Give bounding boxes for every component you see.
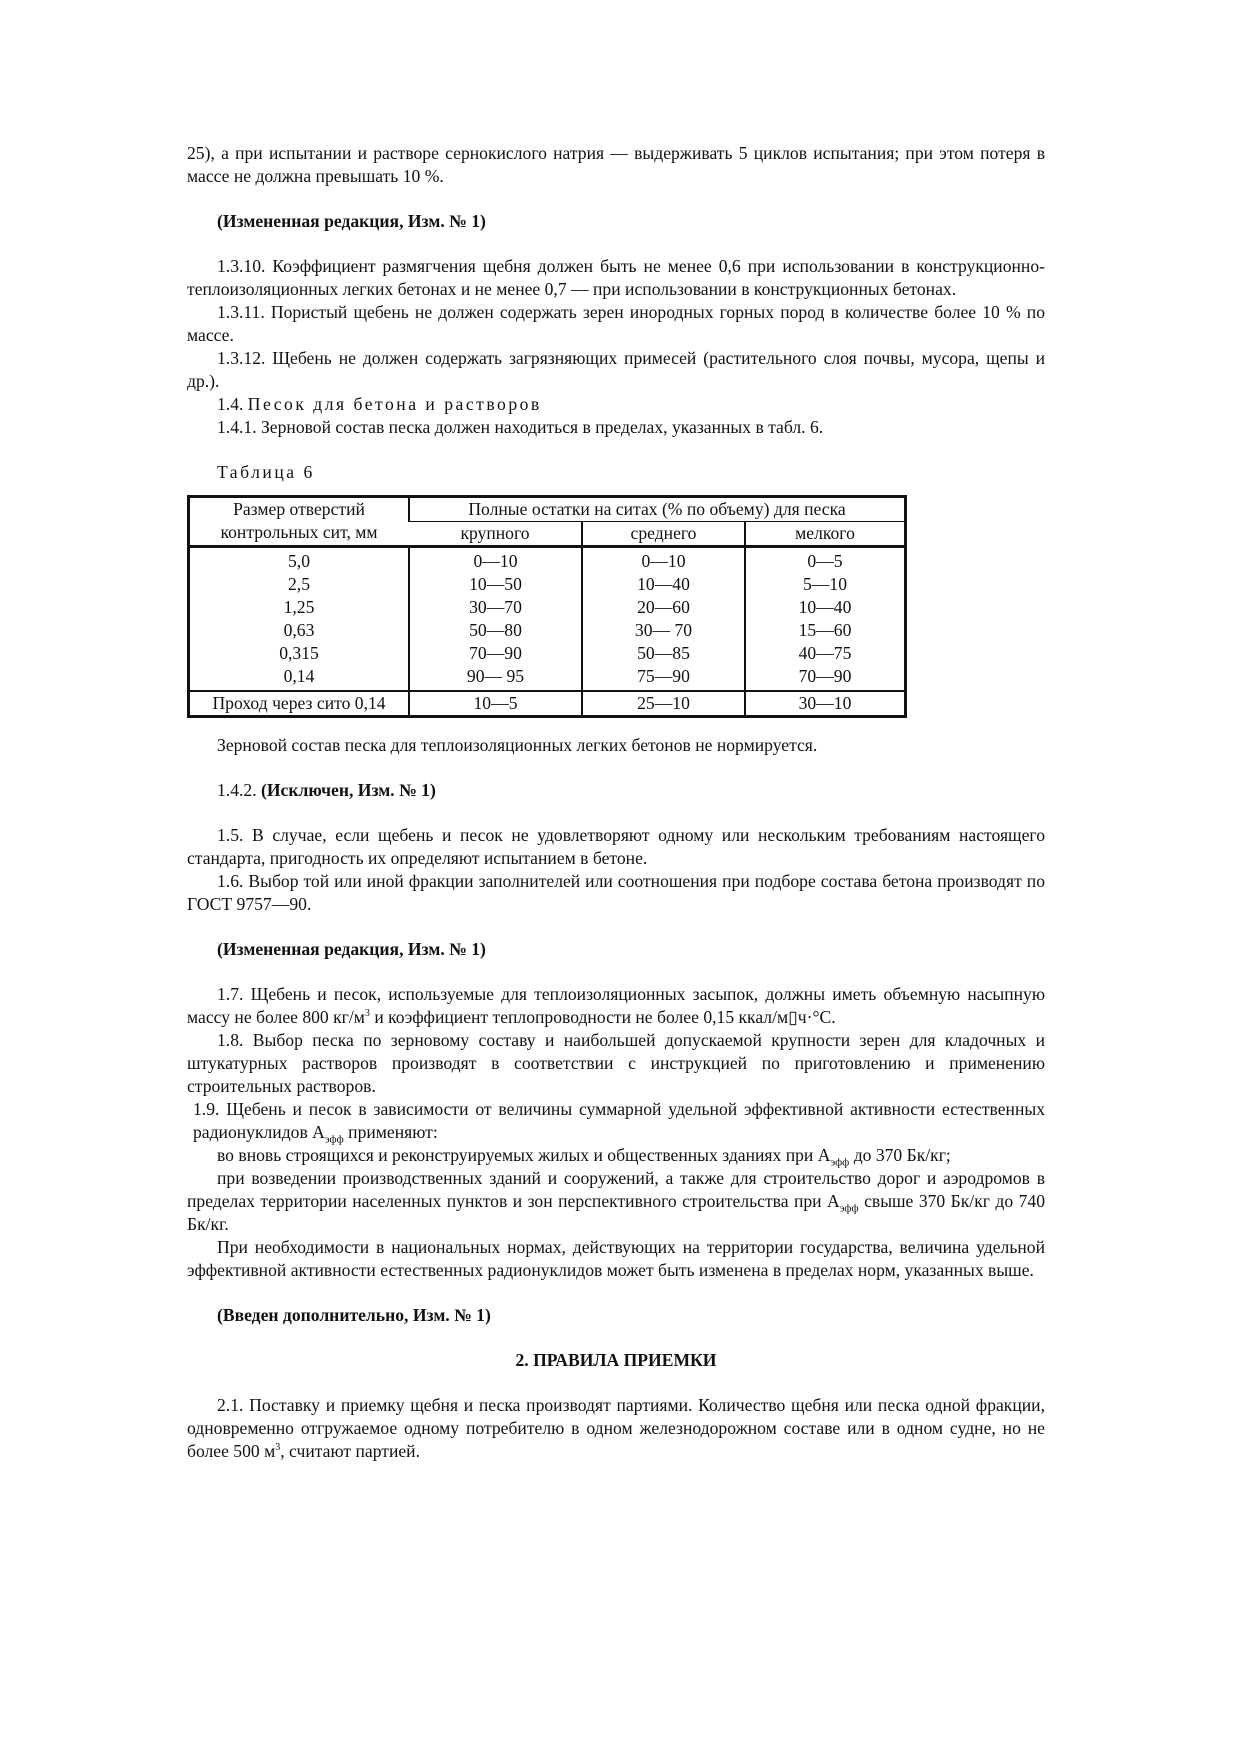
paragraph-1-3-10: 1.3.10. Коэффициент размягчения щебня должен быть не менее 0,6 при использовании в конструкционно-теплоизоляционных легких бетонах и не менее 0,7 — при использовании в конструкционных бетонах.: [187, 256, 1045, 299]
paragraph-1-7: [187, 983, 1045, 1029]
header-residues: Полные остатки на ситах (% по объему) для песка: [409, 497, 906, 522]
text: , считают партией.: [280, 1441, 420, 1461]
superscript: 3: [275, 1442, 281, 1454]
cell-coarse: 0—10 10—50 30—70 50—80 70—90 90— 95: [409, 547, 582, 692]
header-medium: среднего: [582, 522, 745, 547]
footer-medium: 25—10: [582, 691, 745, 717]
paragraph-1-9: [187, 1098, 1045, 1144]
paragraph-1-3-12: 1.3.12. Щебень не должен содержать загрязняющих примесей (растительного слоя почвы, мусора, щепы и др.).: [187, 348, 1045, 391]
paragraph-residential: [187, 1144, 1045, 1167]
subscript: эфф: [324, 1133, 344, 1146]
cell-sizes: 5,0 2,5 1,25 0,63 0,315 0,14: [279, 551, 319, 686]
section-title: Песок для бетона и растворов: [247, 394, 542, 414]
text: при возведении производственных зданий и сооружений, а также для строительство дорог и аэродромов в пределах территории населенных пунктов и зон перспективного строительства при А: [187, 1168, 1045, 1211]
paragraph-1-4-1: 1.4.1. Зерновой состав песка должен находиться в пределах, указанных в табл. 6.: [217, 417, 824, 437]
section-2-heading: 2. ПРАВИЛА ПРИЕМКИ: [515, 1350, 717, 1370]
text: свыше 370 Бк/кг до 740 Бк/кг.: [187, 1191, 1045, 1234]
paragraph-2-1: [187, 1394, 1045, 1463]
paragraph-national-norms: При необходимости в национальных нормах, действующих на территории государства, величина удельной эффективной активности естественных радионуклидов может быть изменена в пределах норм, указанных выше.: [187, 1237, 1045, 1280]
text: во вновь строящихся и реконструируемых жилых и общественных зданиях при А: [217, 1145, 831, 1165]
footer-label: Проход через сито 0,14: [189, 691, 410, 717]
paragraph-after-table: Зерновой состав песка для теплоизоляционных легких бетонов не нормируется.: [217, 735, 818, 755]
text: до 370 Бк/кг;: [849, 1145, 951, 1165]
text: 1.7. Щебень и песок, используемые для теплоизоляционных засыпок, должны иметь объемную насыпную массу не более 800 кг/м: [187, 984, 1045, 1027]
paragraph-intro: 25), а при испытании и растворе сернокислого натрия — выдерживать 5 циклов испытания; при этом потеря в массе не должна превышать 10 %.: [187, 143, 1045, 186]
header-coarse: крупного: [409, 522, 582, 547]
paragraph-1-8: 1.8. Выбор песка по зерновому составу и наибольшей допускаемой крупности зерен для кладочных и штукатурных растворов производят в соответствии с инструкцией по приготовлению и применению строительных растворов.: [187, 1030, 1045, 1096]
paragraph-1-4-2: [187, 779, 1045, 802]
footer-coarse: 10—5: [409, 691, 582, 717]
subscript: эфф: [830, 1156, 850, 1169]
header-fine: мелкого: [745, 522, 906, 547]
superscript: 3: [364, 1008, 370, 1020]
paragraph-number: 1.4.2.: [217, 780, 261, 800]
cell-fine: 0—5 5—10 10—40 15—60 40—75 70—90: [745, 547, 906, 692]
amendment-note: (Введен дополнительно, Изм. № 1): [217, 1305, 491, 1325]
amendment-note: (Измененная редакция, Изм. № 1): [217, 939, 486, 959]
section-number: 1.4.: [217, 394, 244, 414]
cell-medium: 0—10 10—40 20—60 30— 70 50—85 75—90: [582, 547, 745, 692]
header-sieve-size: Размер отверстий контрольных сит, мм: [189, 497, 410, 547]
text: 2.1. Поставку и приемку щебня и песка производят партиями. Количество щебня или песка одной фракции, одновременно отгружаемое одному потребителю в одном железнодорожном составе или в одном судне, но не более 500 м: [187, 1395, 1045, 1461]
text: применяют:: [343, 1122, 438, 1142]
paragraph-1-5: 1.5. В случае, если щебень и песок не удовлетворяют одному или нескольким требованиям настоящего стандарта, пригодность их определяют испытанием в бетоне.: [187, 825, 1045, 868]
text: 1.9. Щебень и песок в зависимости от величины суммарной удельной эффективной активности естественных радионуклидов А: [193, 1099, 1045, 1142]
paragraph-1-6: 1.6. Выбор той или иной фракции заполнителей или соотношения при подборе состава бетона производят по ГОСТ 9757—90.: [187, 871, 1045, 914]
paragraph-1-3-11: 1.3.11. Пористый щебень не должен содержать зерен инородных горных пород в количестве более 10 % по массе.: [187, 302, 1045, 345]
paragraph-industrial: [187, 1167, 1045, 1236]
subscript: эфф: [839, 1202, 859, 1215]
amendment-note: (Измененная редакция, Изм. № 1): [217, 211, 486, 231]
grain-composition-table: [187, 495, 907, 718]
table-caption: Таблица 6: [217, 462, 315, 482]
text: и коэффициент теплопроводности не более 0,15 ккал/м▯ч·°С.: [369, 1007, 836, 1027]
document-page: [187, 142, 1045, 1463]
section-1-4-heading: [187, 393, 1045, 416]
footer-fine: 30—10: [745, 691, 906, 717]
excluded-note: (Исключен, Изм. № 1): [260, 780, 436, 800]
